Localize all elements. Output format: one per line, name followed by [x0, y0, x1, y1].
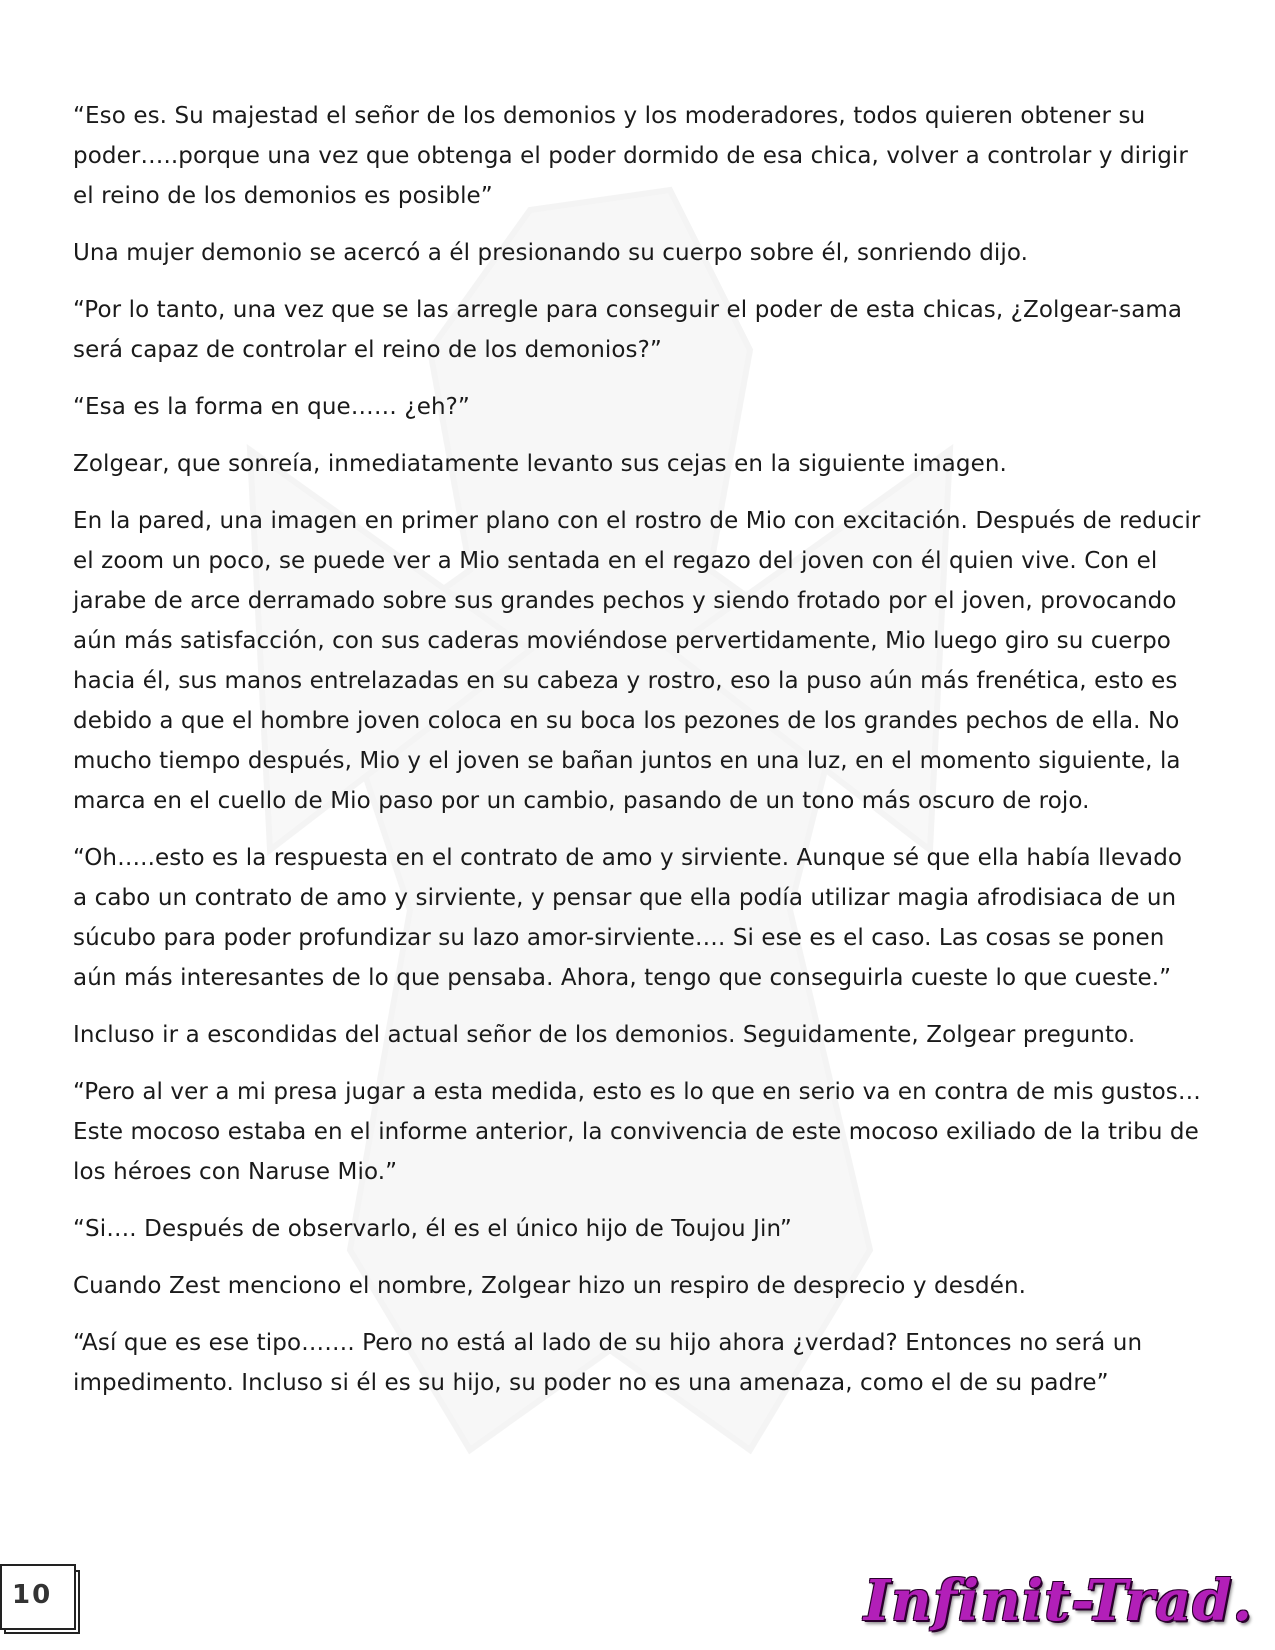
text-body — [73, 96, 1203, 1420]
paragraph: Cuando Zest menciono el nombre, Zolgear hizo un respiro de desprecio y desdén. — [73, 1273, 1027, 1299]
paragraph: “Así que es ese tipo……. Pero no está al lado de su hijo ahora ¿verdad? Entonces no será un impedimento. Incluso si él es su hijo, su poder no es una amenaza, como el de su padre” — [73, 1330, 1143, 1396]
paragraph: “Eso es. Su majestad el señor de los demonios y los moderadores, todos quieren obtener su poder…..porque una vez que obtenga el poder dormido de esa chica, volver a controlar y dirigir el reino de los demonios es posible” — [73, 103, 1188, 209]
paragraph: Zolgear, que sonreía, inmediatamente levanto sus cejas en la siguiente imagen. — [73, 451, 1007, 477]
brand-logo: Infinit-Trad. — [863, 1568, 1253, 1634]
paragraph: Una mujer demonio se acercó a él presionando su cuerpo sobre él, sonriendo dijo. — [73, 240, 1029, 266]
paragraph: “Esa es la forma en que…… ¿eh?” — [73, 394, 470, 420]
paragraph: “Oh…..esto es la respuesta en el contrato de amo y sirviente. Aunque sé que ella había llevado a cabo un contrato de amo y sirviente, y pensar que ella podía utilizar magia afrodisiaca de un súcubo para poder profundizar su lazo amor-sirviente…. Si ese es el caso. Las cosas se ponen aún más interesantes de lo que pensaba. Ahora, tengo que conseguirla cueste lo que cueste.” — [73, 845, 1183, 991]
paragraph: En la pared, una imagen en primer plano con el rostro de Mio con excitación. Después de reducir el zoom un poco, se puede ver a Mio sentada en el regazo del joven con él quien vive. Con el jarabe de arce derramado sobre sus grandes pechos y siendo frotado por el joven, provocando aún más satisfacción, con sus caderas moviéndose pervertidamente, Mio luego giro su cuerpo hacia él, sus manos entrelazadas en su cabeza y rostro, eso la puso aún más frenética, esto es debido a que el hombre joven coloca en su boca los pezones de los grandes pechos de ella. No mucho tiempo después, Mio y el joven se bañan juntos en una luz, en el momento siguiente, la marca en el cuello de Mio paso por un cambio, pasando de un tono más oscuro de rojo. — [73, 508, 1201, 814]
page-number: 10 — [12, 1580, 53, 1610]
paragraph: “Pero al ver a mi presa jugar a esta medida, esto es lo que en serio va en contra de mis gustos… Este mocoso estaba en el informe anterior, la convivencia de este mocoso exiliado de la tribu de los héroes con Naruse Mio.” — [73, 1079, 1201, 1185]
paragraph: Incluso ir a escondidas del actual señor de los demonios. Seguidamente, Zolgear pregunto. — [73, 1022, 1136, 1048]
paragraph: “Si…. Después de observarlo, él es el único hijo de Toujou Jin” — [73, 1216, 792, 1242]
paragraph: “Por lo tanto, una vez que se las arregle para conseguir el poder de esta chicas, ¿Zolgear-sama será capaz de controlar el reino de los demonios?” — [73, 297, 1183, 363]
page-number-badge — [0, 1558, 82, 1636]
